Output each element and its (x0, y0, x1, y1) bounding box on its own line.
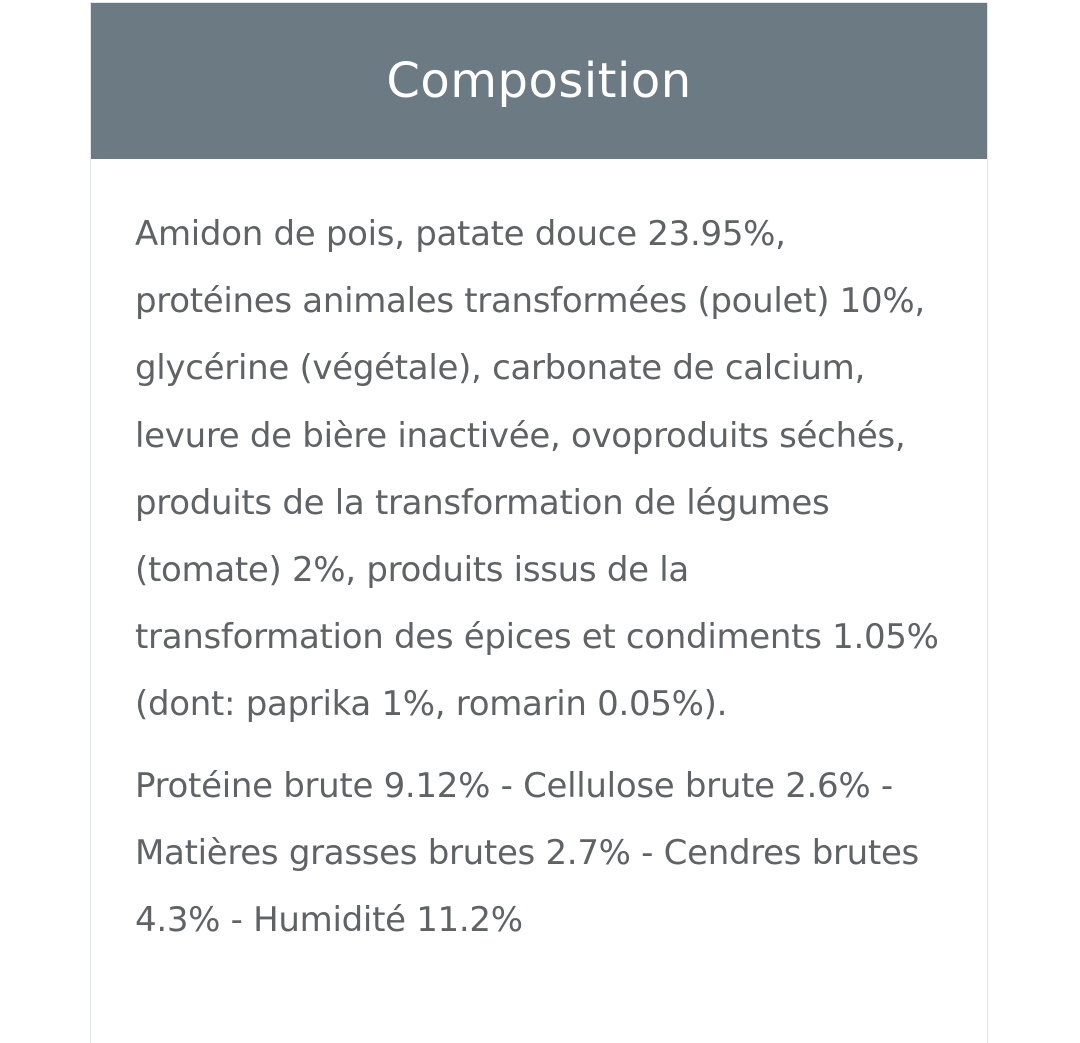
analytical-constituents-text: Protéine brute 9.12% - Cellulose brute 2.6% - Matières grasses brutes 2.7% - Cendres brutes 4.3% - Humidité 11.2% (135, 765, 919, 941)
composition-body (91, 159, 987, 954)
ingredients-text: Amidon de pois, patate douce 23.95%, protéines animales transformées (poulet) 10%, glycérine (végétale), carbonate de calcium, levure de bière inactivée, ovoproduits séchés, produits de la transformation de légumes (tomate) 2%, produits issus de la transformation des épices et condiments 1.05% (dont: paprika 1%, romarin 0.05%). (135, 214, 939, 725)
composition-header (91, 3, 987, 159)
composition-panel (90, 2, 988, 1043)
composition-title: Composition (386, 53, 692, 109)
